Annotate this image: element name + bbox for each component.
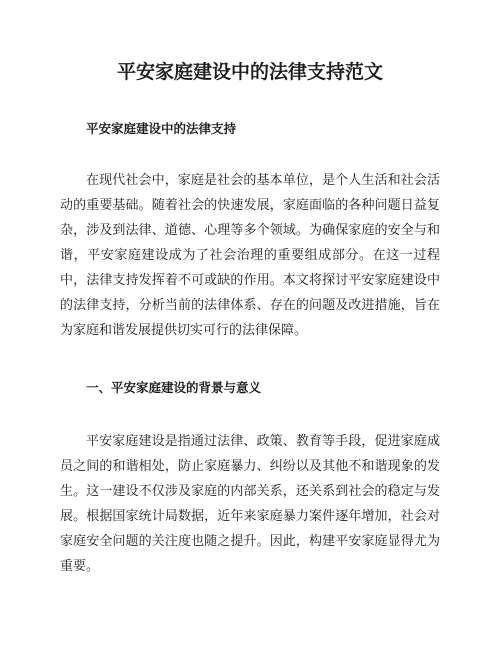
intro-paragraph: 在现代社会中，家庭是社会的基本单位，是个人生活和社会活动的重要基础。随着社会的快速发展，家庭面临的各种问题日益复杂，涉及到法律、道德、心理等多个领域。为确保家庭的安全与和谐，平安家庭建设成为了社会治理的重要组成部分。在这一过程中，法律支持发挥着不可或缺的作用。本文将探讨平安家庭建设中的法律支持，分析当前的法律体系、存在的问题及改进措施，旨在为家庭和谐发展提供切实可行的法律保障。: [60, 173, 440, 338]
document-subtitle: 平安家庭建设中的法律支持: [86, 121, 237, 136]
section-paragraph: 平安家庭建设是指通过法律、政策、教育等手段，促进家庭成员之间的和谐相处，防止家庭暴力、纠纷以及其他不和谐现象的发生。这一建设不仅涉及家庭的内部关系，还关系到社会的稳定与发展。根据国家统计局数据，近年来家庭暴力案件逐年增加，社会对家庭安全问题的关注度也随之提升。因此，构建平安家庭显得尤为重要。: [60, 434, 440, 574]
section-heading: 一、平安家庭建设的背景与意义: [86, 380, 262, 395]
document-title: 平安家庭建设中的法律支持范文: [116, 61, 383, 83]
